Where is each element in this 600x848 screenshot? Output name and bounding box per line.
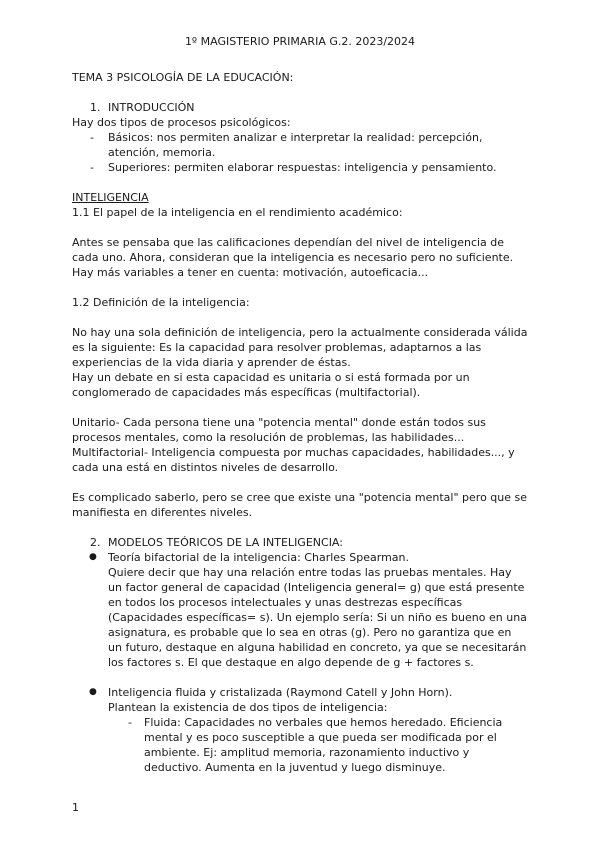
list-item: - Básicos: nos permiten analizar e interpretar la realidad: percepción, atención, memoria. bbox=[72, 130, 528, 160]
inteligencia-heading: INTELIGENCIA bbox=[72, 191, 149, 204]
section-1-intro: Hay dos tipos de procesos psicológicos: bbox=[72, 116, 291, 129]
catell-horn-title: ● Inteligencia fluida y cristalizada (Raymond Catell y John Horn). bbox=[108, 686, 453, 699]
document-title: TEMA 3 PSICOLOGÍA DE LA EDUCACIÓN: bbox=[72, 71, 294, 84]
unitario-paragraph: Unitario- Cada persona tiene una "potencia mental" donde están todos sus procesos mentales, como la resolución de problemas, las habilidades... bbox=[72, 416, 486, 444]
intelligence-types-list bbox=[72, 715, 528, 775]
models-list-2 bbox=[72, 685, 528, 715]
spearman-title: ● Teoría bifactorial de la inteligencia: Charles Spearman. bbox=[108, 551, 410, 564]
page-content bbox=[72, 70, 528, 775]
list-item bbox=[72, 550, 528, 670]
catell-horn-text: Plantean la existencia de dos tipos de inteligencia: bbox=[108, 701, 388, 714]
section-1-number: 1. bbox=[90, 101, 101, 114]
section-2-heading bbox=[72, 535, 528, 550]
multifactorial-paragraph: Multifactorial- Inteligencia compuesta por muchas capacidades, habilidades..., y cada una está en distintos niveles de desarrollo. bbox=[72, 446, 515, 474]
definition-paragraph: No hay una sola definición de inteligencia, pero la actualmente considerada válida es la siguiente: Es la capacidad para resolver problemas, adaptarnos a las experiencias de la vida diaria y aprender de éstas. bbox=[72, 326, 528, 369]
section-2-number: 2. bbox=[90, 536, 101, 549]
spearman-text: Quiere decir que hay una relación entre todas las pruebas mentales. Hay un factor general de capacidad (Inteligencia general= g) que está presente en todos los procesos intelectuales y unas destrezas específicas (Capacidades específicas= s). Un ejemplo sería: Si un niño es bueno en una asignatura, es probable que lo sea en otras (g). Pero no garantiza que en un futuro, destaque en alguna habilidad en concreto, ya que se necesitarán los factores s. El que destaque en algo depende de g + factores s. bbox=[108, 566, 527, 669]
subsection-1-1-text: Antes se pensaba que las calificaciones dependían del nivel de inteligencia de cada uno. Ahora, consideran que la inteligencia es necesario pero no suficiente. Hay más variables a tener en cuenta: motivación, autoeficacia... bbox=[72, 236, 514, 279]
conclusion-paragraph: Es complicado saberlo, pero se cree que existe una "potencia mental" pero que se manifiesta en diferentes niveles. bbox=[72, 491, 528, 519]
list-item: - Superiores: permiten elaborar respuestas: inteligencia y pensamiento. bbox=[72, 160, 528, 175]
subsection-1-1-title: 1.1 El papel de la inteligencia en el rendimiento académico: bbox=[72, 206, 403, 219]
process-type-list bbox=[72, 130, 528, 175]
page-header: 1º MAGISTERIO PRIMARIA G.2. 2023/2024 bbox=[184, 35, 416, 48]
debate-paragraph: Hay un debate en si esta capacidad es unitaria o si está formada por un conglomerado de capacidades más específicas (multifactorial). bbox=[72, 371, 470, 399]
section-1-title: INTRODUCCIÓN bbox=[108, 101, 195, 114]
subsection-1-2-title: 1.2 Definición de la inteligencia: bbox=[72, 296, 250, 309]
section-2-title: MODELOS TEÓRICOS DE LA INTELIGENCIA: bbox=[108, 536, 343, 549]
models-list bbox=[72, 550, 528, 670]
page-number: 1 bbox=[72, 801, 79, 814]
list-item bbox=[72, 685, 528, 715]
list-item: - Fluida: Capacidades no verbales que hemos heredado. Eficiencia mental y es poco susceptible a que pueda ser modificada por el ambiente. Ej: amplitud memoria, razonamiento inductivo y deductivo. Aumenta en la juventud y luego disminuye. bbox=[72, 715, 528, 775]
section-1-heading bbox=[72, 100, 528, 115]
